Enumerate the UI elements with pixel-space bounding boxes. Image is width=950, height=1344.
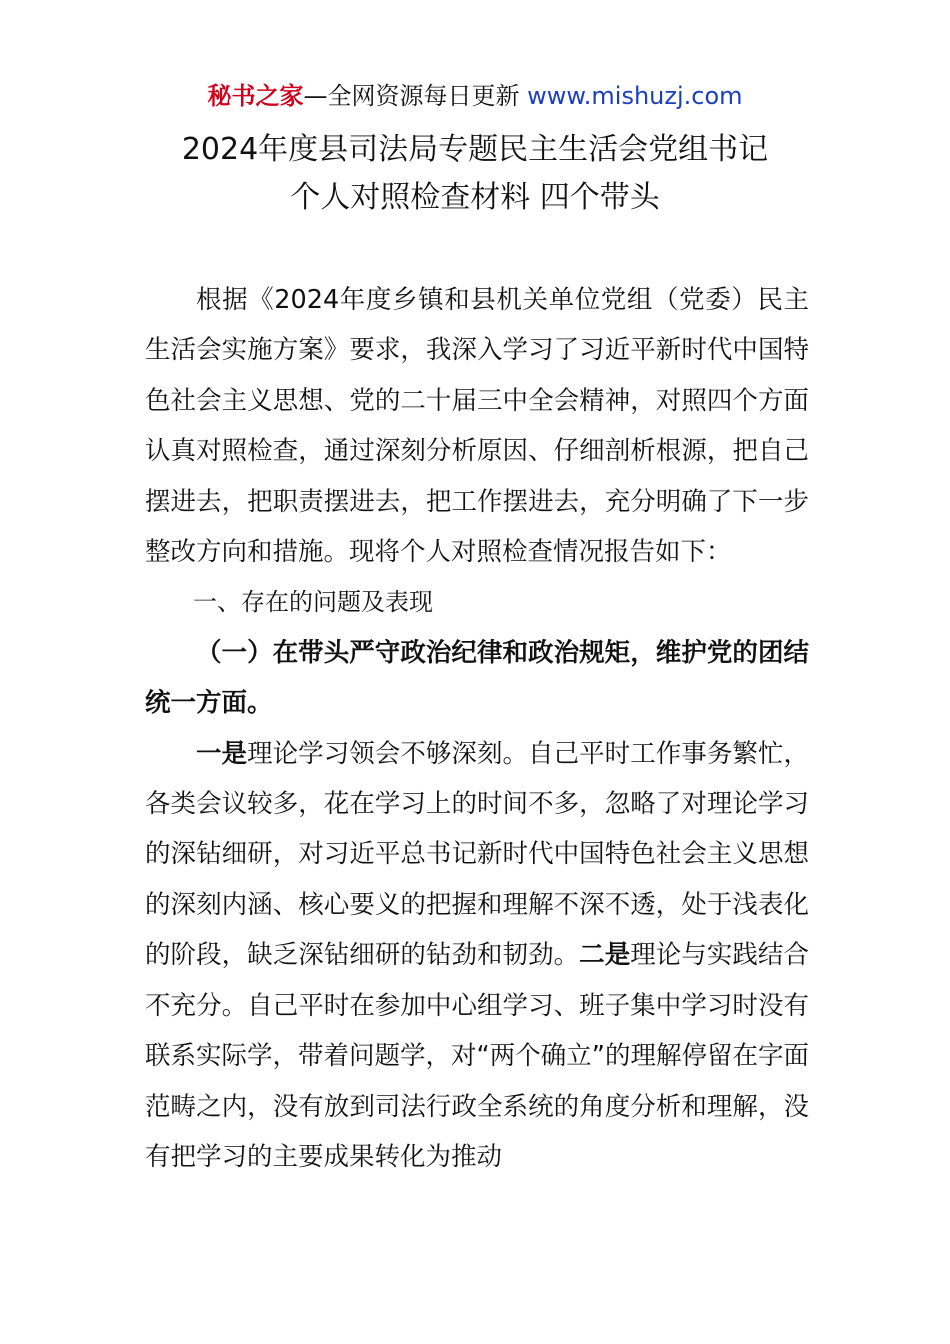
document-title-line-1: 2024年度县司法局专题民主生活会党组书记 bbox=[181, 132, 769, 167]
brand-name: 秘书之家 bbox=[207, 82, 304, 110]
site-url-link[interactable]: www.mishuzj.com bbox=[527, 82, 743, 110]
header-tagline: —全网资源每日更新 bbox=[303, 82, 528, 110]
section-heading: 一、存在的问题及表现 bbox=[193, 588, 433, 617]
intro-paragraph: 根据《2024年度乡镇和县机关单位党组（党委）民主生活会实施方案》要求，我深入学习了习近平新时代中国特色社会主义思想、党的二十届三中全会精神，对照四个方面认真对照检查，通过深刻分析原因、仔细剖析根源，把自己摆进去，把职责摆进去，把工作摆进去，充分明确了下一步整改方向和措施。现将个人对照检查情况报告如下： bbox=[145, 285, 809, 568]
subsection-heading: （一）在带头严守政治纪律和政治规矩，维护党的团结统一方面。 bbox=[145, 637, 809, 719]
point-1-text: 理论学习领会不够深刻。自己平时工作事务繁忙，各类会议较多，花在学习上的时间不多，忽略了对理论学习的深钻细研，对习近平总书记新时代中国特色社会主义思想的深刻内涵、核心要义的把握和理解不深不透，处于浅表化的阶段，缺乏深钻细研的钻劲和韧劲。 bbox=[145, 738, 809, 971]
site-header bbox=[0, 80, 950, 112]
points-paragraph bbox=[145, 729, 809, 1183]
point-1-lead: 一是 bbox=[196, 738, 248, 769]
point-2-text: 理论与实践结合不充分。自己平时在参加中心组学习、班子集中学习时没有联系实际学，带着问题学，对“两个确立”的理解停留在字面范畴之内，没有放到司法行政全系统的角度分析和理解，没有把学习的主要成果转化为推动 bbox=[145, 940, 809, 1172]
point-2-lead: 二是 bbox=[579, 940, 631, 971]
document-title-line-2: 个人对照检查材料 四个带头 bbox=[290, 180, 660, 215]
document-body bbox=[145, 275, 809, 1182]
